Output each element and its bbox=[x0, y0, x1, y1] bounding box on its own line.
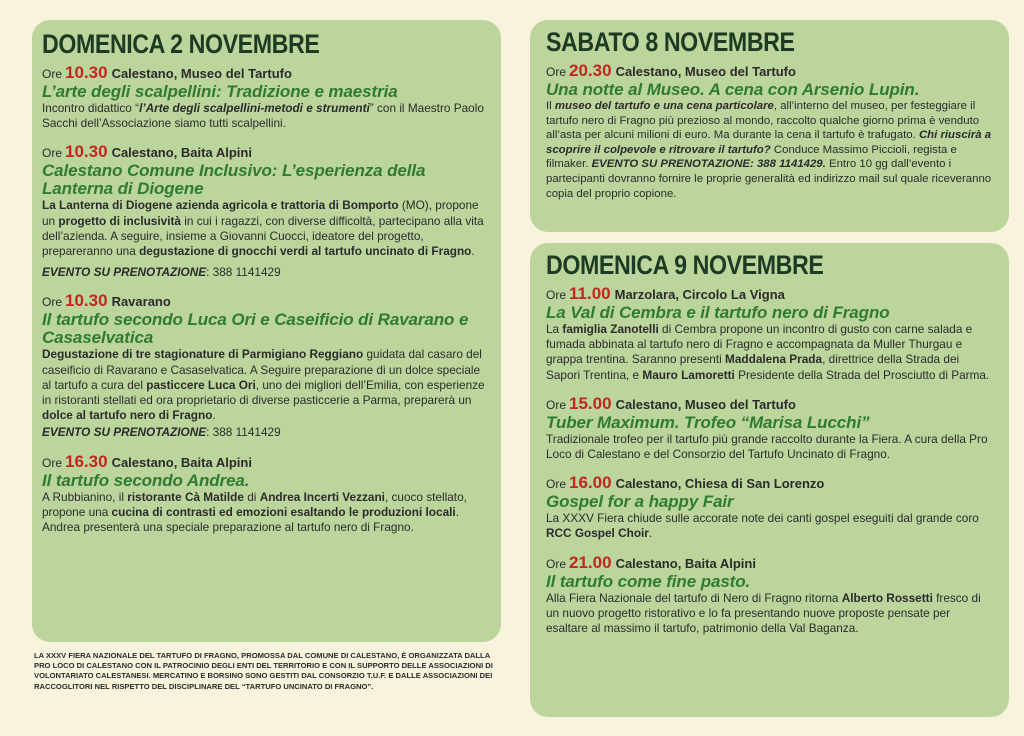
ore-label: Ore bbox=[42, 295, 63, 310]
ore-label: Ore bbox=[42, 455, 63, 470]
event-item bbox=[42, 453, 491, 536]
event-time: 16.30 bbox=[65, 451, 108, 471]
event-title: Una notte al Museo. A cena con Arsenio Lupin. bbox=[546, 80, 920, 99]
event-time-line bbox=[546, 62, 995, 81]
event-time-line bbox=[42, 143, 491, 162]
program-panel-sabato-8 bbox=[530, 20, 1009, 232]
event-item bbox=[546, 395, 995, 462]
ore-label: Ore bbox=[42, 67, 63, 81]
event-time-line bbox=[546, 474, 995, 493]
day-heading: DOMENICA 2 NOVEMBRE bbox=[42, 29, 320, 59]
event-place: Calestano, Baita Alpini bbox=[111, 454, 252, 470]
event-description: La famiglia Zanotelli di Cembra propone un incontro di gusto con carne salada e fumada abbinata al tartufo nero di Fragno e accompagnata da Muller Thurgau e grappa trentina. Saranno presenti Maddalena Prada, direttrice della Strada dei Sapori Trentina, e Mauro Lamoretti Presidente della Strada del Prosciutto di Parma. bbox=[546, 322, 990, 382]
event-place: Calestano, Chiesa di San Lorenzo bbox=[615, 476, 825, 492]
event-title: Calestano Comune Inclusivo: L’esperienza della Lanterna di Diogene bbox=[42, 161, 426, 199]
event-item bbox=[42, 143, 491, 280]
event-description: Il museo del tartufo e una cena particolare, all’interno del museo, per festeggiare il tartufo nero di Fragno più prezioso al mondo, raccolto qualche giorno prima è venduto all’asta per alcuni milioni di euro. Ma durante la cena il tartufo è trafugato. Chi riuscirà a scoprire il colpevole e ritrovare il tartufo? Conduce Massimo Piccioli, regista e filmaker. EVENTO SU PRENOTAZIONE: 388 1141429. Entro 10 gg dall’evento i partecipanti dovranno fornire le proprie generalità ed indirizzo mail sul quale riceveranno copia del proprio copione. bbox=[546, 100, 992, 200]
event-time: 11.00 bbox=[569, 284, 611, 303]
event-time-line bbox=[42, 292, 491, 311]
event-title: Il tartufo secondo Andrea. bbox=[42, 470, 250, 490]
event-time-line bbox=[42, 453, 491, 472]
event-title: L’arte degli scalpellini: Tradizione e maestria bbox=[42, 82, 398, 101]
event-time-line bbox=[42, 64, 491, 83]
event-item bbox=[546, 474, 995, 541]
event-description: Incontro didattico “l’Arte degli scalpellini-metodi e strumenti” con il Maestro Paolo Sacchi dell’Associazione siamo tutti scalpellini. bbox=[42, 101, 484, 131]
event-time: 20.30 bbox=[569, 61, 612, 80]
event-place: Calestano, Museo del Tartufo bbox=[615, 64, 796, 79]
ore-label: Ore bbox=[546, 556, 567, 571]
event-item bbox=[546, 554, 995, 637]
event-item bbox=[42, 64, 491, 131]
day-heading: DOMENICA 9 NOVEMBRE bbox=[546, 250, 824, 280]
event-time: 10.30 bbox=[65, 142, 108, 162]
ore-label: Ore bbox=[42, 146, 63, 161]
event-description: La Lanterna di Diogene azienda agricola e trattoria di Bomporto (MO), propone un progetto di inclusività in cui i ragazzi, con diverse difficoltà, partecipano alla vita dell’azienda. A seguire, insieme a Giovanni Cuocci, ideatore del progetto, prepareranno una degustazione di gnocchi verdi al tartufo uncinato di Fragno. bbox=[42, 198, 484, 259]
event-description: La XXXV Fiera chiude sulle accorate note dei canti gospel eseguiti dal grande coro RCC Gospel Choir. bbox=[546, 511, 979, 541]
event-place: Calestano, Baita Alpini bbox=[111, 145, 252, 161]
event-time: 10.30 bbox=[65, 291, 108, 311]
event-item bbox=[42, 292, 491, 440]
event-place: Marzolara, Circolo La Vigna bbox=[614, 287, 785, 302]
event-place: Calestano, Baita Alpini bbox=[615, 555, 756, 571]
day-heading: SABATO 8 NOVEMBRE bbox=[546, 27, 795, 57]
event-title: Il tartufo secondo Luca Ori e Caseificio di Ravarano e Casaselvatica bbox=[42, 310, 469, 348]
event-time: 15.00 bbox=[569, 393, 612, 413]
event-time: 16.00 bbox=[569, 473, 612, 493]
event-place: Calestano, Museo del Tartufo bbox=[111, 66, 292, 81]
event-place: Ravarano bbox=[111, 294, 171, 310]
event-time-line bbox=[546, 285, 995, 304]
event-time-line bbox=[546, 554, 995, 573]
event-title: La Val di Cembra e il tartufo nero di Fragno bbox=[546, 303, 890, 322]
event-time-line bbox=[546, 395, 995, 414]
ore-label: Ore bbox=[546, 397, 567, 412]
event-description: Alla Fiera Nazionale del tartufo di Nero di Fragno ritorna Alberto Rossetti fresco di un nuovo progetto ristorativo e lo fa presentando nuove proposte pensate per esaltare al massimo il tartufo, patrimonio della Val Baganza. bbox=[546, 590, 981, 636]
event-item bbox=[546, 62, 995, 201]
ore-label: Ore bbox=[546, 288, 567, 302]
event-description: Tradizionale trofeo per il tartufo più grande raccolto durante la Fiera. A cura della Pro Loco di Calestano e del Consorzio del Tartufo Uncinato di Fragno. bbox=[546, 431, 988, 462]
event-title: Gospel for a happy Fair bbox=[546, 492, 734, 512]
program-panel-domenica-2 bbox=[32, 20, 501, 642]
event-title: Il tartufo come fine pasto. bbox=[546, 571, 751, 591]
event-time: 21.00 bbox=[569, 552, 612, 572]
event-description: A Rubbianino, il ristorante Cà Matilde di Andrea Incerti Vezzani, cuoco stellato, propone una cucina di contrasti ed emozioni esaltando le produzioni locali. Andrea presenterà una speciale preparazione al tartufo nero di Fragno. bbox=[42, 489, 467, 535]
booking-note: EVENTO SU PRENOTAZIONE: 388 1141429 bbox=[42, 265, 281, 280]
event-item bbox=[546, 285, 995, 383]
ore-label: Ore bbox=[546, 65, 567, 79]
program-panel-domenica-9 bbox=[530, 243, 1009, 717]
event-title: Tuber Maximum. Trofeo “Marisa Lucchi” bbox=[546, 412, 870, 432]
ore-label: Ore bbox=[546, 477, 567, 492]
event-description: Degustazione di tre stagionature di Parmigiano Reggiano guidata dal casaro del caseificio di Ravarano e Casaselvatica. A Seguire preparazione di un dolce speciale al tartufo a cura del pasticcere Luca Ori, uno dei migliori dell’Emilia, con esperienze in ristoranti stellati ed ora proprietario di diverse pasticcerie a Parma, preparerà un dolce al tartufo nero di Fragno. bbox=[42, 347, 485, 423]
event-time: 10.30 bbox=[65, 63, 108, 82]
booking-note: EVENTO SU PRENOTAZIONE: 388 1141429 bbox=[42, 425, 281, 440]
event-place: Calestano, Museo del Tartufo bbox=[615, 396, 796, 412]
organizer-footnote: LA XXXV FIERA NAZIONALE DEL TARTUFO DI FRAGNO, PROMOSSA DAL COMUNE DI CALESTANO, È ORGANIZZATA DALLA PRO LOCO DI CALESTANO CON IL PATROCINIO DEGLI ENTI DEL TERRITORIO E CON IL SUPPORTO DELLE ASSOCIAZIONI DI VOLONTARIATO CALESTANESI. MERCATINO E BORSINO SONO GESTITI DAL CONSORZIO T.U.F. E DALLE ASSOCIAZIONI DEI RACCOGLITORI NEL RISPETTO DEL DISCIPLINARE DEL “TARTUFO UNCINATO DI FRAGNO”. bbox=[34, 651, 493, 691]
